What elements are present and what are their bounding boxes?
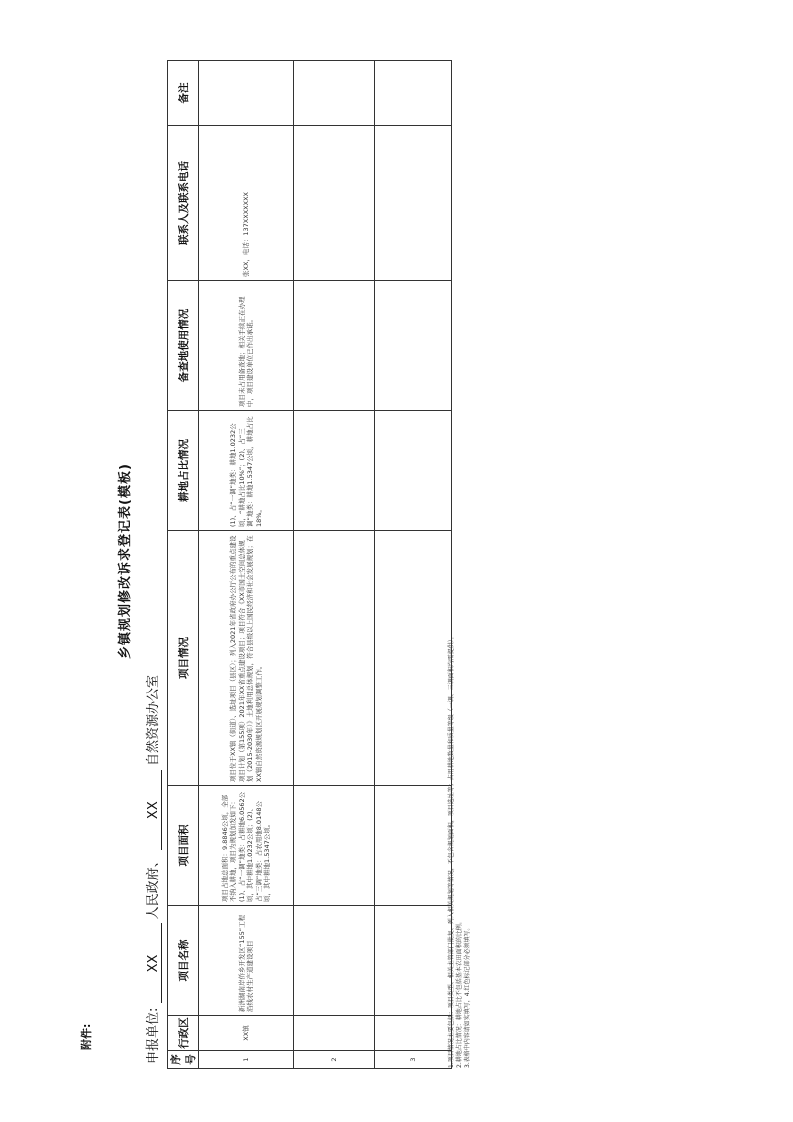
- cell-reserve-land: [294, 281, 375, 411]
- cell-project-area: 项目占地总面积：9.8846公顷，全部不纳入耕地，项目为规划加发如下：(1)、占“一调”地类：占耕地6.0562公顷，其中耕地1.0232公顷；(2)、占“三调”地类：占农用地8.0148公顷，其中耕地1.5347公顷。: [199, 786, 294, 906]
- table-row: [375, 61, 452, 1069]
- cell-project-situation: [375, 531, 452, 786]
- cell-district: XX镇: [199, 1016, 294, 1051]
- cell-remark: [375, 61, 452, 126]
- cell-farmland-ratio: [294, 411, 375, 531]
- header-project-area: 项目面积: [168, 786, 199, 906]
- cell-no: 2: [294, 1051, 375, 1069]
- table-row: [199, 61, 294, 1069]
- note-item: 3.表格中内容请如实填写，4.红色标记部分必须填写。: [464, 924, 471, 1068]
- cell-project-area: [294, 786, 375, 906]
- office-prefix: XX: [146, 770, 162, 850]
- government-prefix: XX: [146, 923, 162, 1003]
- cell-no: 3: [375, 1051, 452, 1069]
- table-row: [294, 61, 375, 1069]
- cell-project-name: [375, 906, 452, 1016]
- cell-farmland-ratio: (1)、占“一调”地类：耕地1.0232公顷，“耕地占比10%”；(2)、占“三调”地类：耕地1.5347公顷，耕地占比18%。: [199, 411, 294, 531]
- cell-farmland-ratio: [375, 411, 452, 531]
- attachment-label: 附件:: [80, 1023, 93, 1050]
- header-remark: 备注: [168, 61, 199, 126]
- cell-project-name: 新洲湖南岸侨乡开发区“155”工程沿线农村生产道建设项目: [199, 906, 294, 1016]
- reporting-unit-label: 申报单位:: [146, 1007, 161, 1064]
- header-project-situation: 项目情况: [168, 531, 199, 786]
- cell-project-situation: [294, 531, 375, 786]
- cell-contact: 张XX，电话：137XXXXXXX: [199, 126, 294, 281]
- cell-no: 1: [199, 1051, 294, 1069]
- header-project-name: 项目名称: [168, 906, 199, 1016]
- cell-reserve-land: 项目未占用备查地；相关手续正在办理中，项目建设单位已作出承诺。: [199, 281, 294, 411]
- header-farmland-ratio: 耕地占比情况: [168, 411, 199, 531]
- cell-contact: [294, 126, 375, 281]
- cell-project-name: [294, 906, 375, 1016]
- header-reserve-land: 备查地使用情况: [168, 281, 199, 411]
- reporting-unit: [142, 675, 162, 1064]
- cell-remark: [199, 61, 294, 126]
- cell-contact: [375, 126, 452, 281]
- office-suffix: 自然资源办公室: [146, 675, 161, 767]
- cell-project-area: [375, 786, 452, 906]
- cell-remark: [294, 61, 375, 126]
- header-district: 行政区: [168, 1016, 199, 1051]
- table-header-row: [168, 61, 199, 1069]
- header-no: 序号: [168, 1051, 199, 1069]
- header-contact: 联系人及联系电话: [168, 126, 199, 281]
- notes-section: [448, 633, 472, 1068]
- government-suffix: 人民政府、: [146, 854, 161, 920]
- cell-reserve-land: [375, 281, 452, 411]
- cell-district: [294, 1016, 375, 1051]
- note-item: 2.耕地占比情况：耕地占比不包括基本农田面积的比例。: [456, 918, 463, 1068]
- note-item: 1.项目情况主要包括：项目类型、相关主管部门批复、列入相关规划等情况，不包含规划面积，项目选址等；占用耕地数量和质量等级（一调、三调面积均需提供）。: [448, 633, 455, 1068]
- cell-district: [375, 1016, 452, 1051]
- cell-project-situation: 项目位于XX镇（街道）、选址项目（县区）；列入2021年省政府办公厅公布的重点建设项目计划（第155项）2021年XX省重点建设项目；项目符合《XX市国土空间总体规划（2015-2030年）》土地利用总体规划，符合县级以上国民经济和社会发展规划；在XX镇自然资源规划区开展规划调整工作。: [199, 531, 294, 786]
- document-title: 乡镇规划修改诉求登记表(模板): [118, 463, 133, 659]
- registration-table: [167, 60, 452, 1069]
